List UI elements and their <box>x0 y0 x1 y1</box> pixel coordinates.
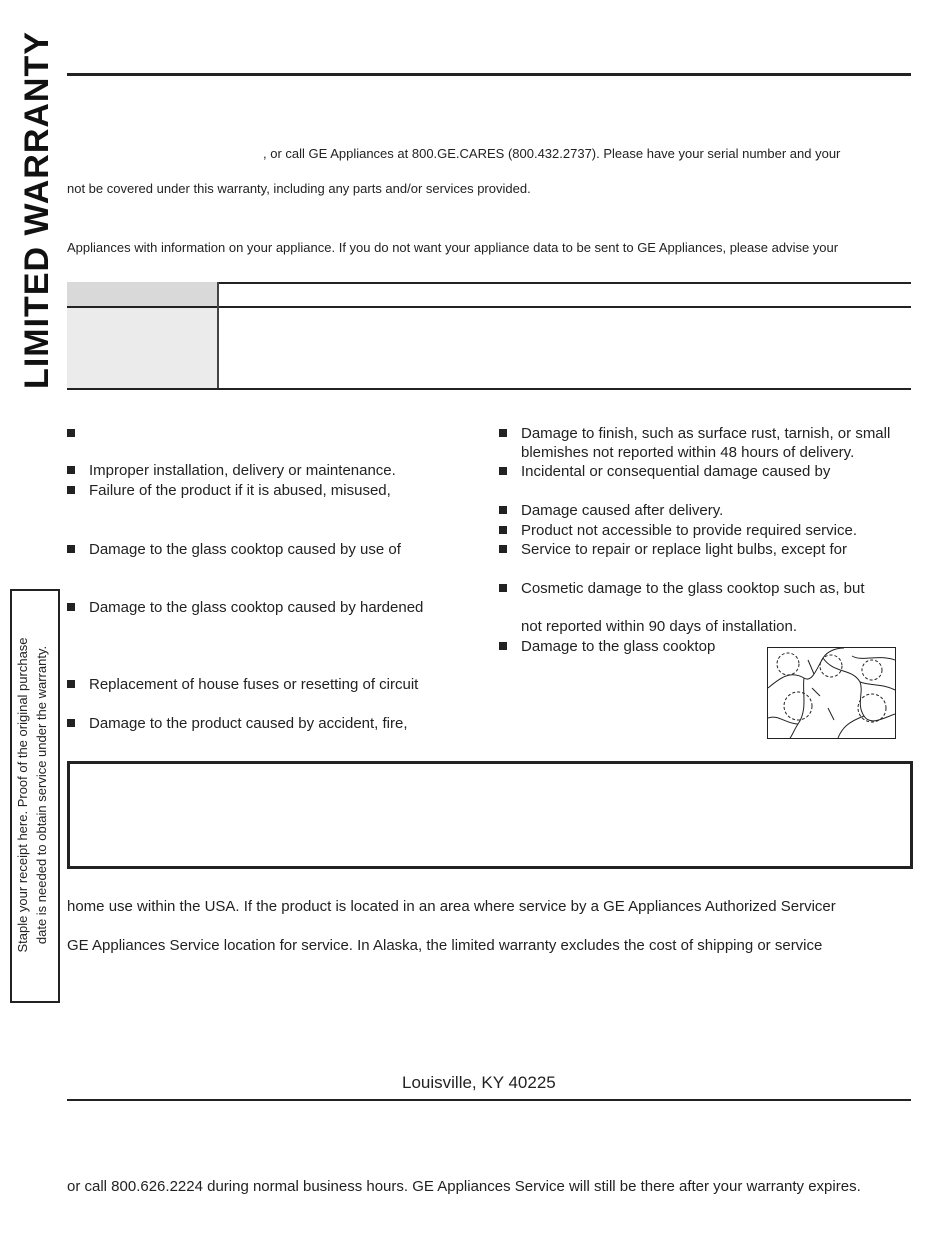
bullet-icon <box>67 429 75 437</box>
exclusion-text: Damage to the glass cooktop caused by hardened <box>89 599 424 616</box>
exclusion-item <box>499 463 830 480</box>
exclusion-item <box>499 502 723 519</box>
bullet-icon <box>67 719 75 727</box>
exclusion-item <box>67 599 423 616</box>
exclusion-item <box>499 638 715 655</box>
exclusion-item <box>67 676 418 693</box>
bullet-icon <box>499 429 507 437</box>
exclusion-item <box>67 715 408 732</box>
exclusion-text: Improper installation, delivery or maintenance. <box>89 462 396 479</box>
table-body-cell <box>67 308 217 389</box>
exclusion-continuation: blemishes not reported within 48 hours of delivery. <box>521 444 855 461</box>
exclusion-item <box>67 541 401 558</box>
exclusion-item <box>499 522 857 539</box>
intro-line-3: Appliances with information on your appliance. If you do not want your appliance data to be sent to GE Appliances, please advise your <box>67 240 839 255</box>
exclusion-text: Replacement of house fuses or resetting of circuit <box>89 676 419 693</box>
exclusion-text: Damage to the glass cooktop caused by use of <box>89 541 401 558</box>
bullet-icon <box>499 584 507 592</box>
notice-box <box>67 761 913 869</box>
table-header-cell <box>67 282 217 306</box>
exclusion-item <box>499 580 865 597</box>
top-rule <box>67 73 911 76</box>
bullet-icon <box>499 467 507 475</box>
usa-line-2: GE Appliances Service location for service. In Alaska, the limited warranty excludes the cost of shipping or service <box>67 937 823 954</box>
cracked-cooktop-illustration <box>767 647 896 739</box>
exclusion-item <box>499 425 890 442</box>
receipt-instructions <box>13 593 57 997</box>
sidebar-title: LIMITED WARRANTY <box>18 31 56 389</box>
exclusion-text: Incidental or consequential damage caused by <box>521 463 831 480</box>
bullet-icon <box>499 545 507 553</box>
bullet-icon <box>67 466 75 474</box>
bullet-icon <box>499 642 507 650</box>
usa-line-1: home use within the USA. If the product is located in an area where service by a GE Appliances Authorized Servicer <box>67 898 836 915</box>
bullet-icon <box>67 603 75 611</box>
table-bottom-border <box>67 388 911 390</box>
intro-line-1: , or call GE Appliances at 800.GE.CARES (800.432.2737). Please have your serial number and your <box>263 146 841 161</box>
exclusion-text: Damage to the product caused by accident, fire, <box>89 715 408 732</box>
bottom-rule <box>67 1099 911 1101</box>
exclusion-text: Damage caused after delivery. <box>521 502 724 519</box>
exclusion-item <box>67 462 396 479</box>
exclusion-continuation: not reported within 90 days of installation. <box>521 618 797 635</box>
bullet-icon <box>67 486 75 494</box>
cracked-glass-icon <box>768 648 895 738</box>
footer-line: or call 800.626.2224 during normal business hours. GE Appliances Service will still be there after your warranty expires. <box>67 1178 861 1195</box>
receipt-line-1: Staple your receipt here. Proof of the original purchase <box>15 637 30 953</box>
exclusion-text: Damage to finish, such as surface rust, tarnish, or small <box>521 425 891 442</box>
bullet-icon <box>67 680 75 688</box>
table-column-divider <box>217 282 219 389</box>
intro-line-2: not be covered under this warranty, including any parts and/or services provided. <box>67 181 531 196</box>
receipt-staple-box <box>10 589 60 1003</box>
exclusion-text: Failure of the product if it is abused, misused, <box>89 482 391 499</box>
exclusion-item <box>67 482 391 499</box>
receipt-line-2: date is needed to obtain service under the warranty. <box>34 645 49 945</box>
bullet-icon <box>499 526 507 534</box>
exclusion-item <box>67 425 89 442</box>
exclusion-item <box>499 541 847 558</box>
warrantor-address: Louisville, KY 40225 <box>402 1073 556 1092</box>
exclusion-text: Cosmetic damage to the glass cooktop such as, but <box>521 580 865 597</box>
bullet-icon <box>499 506 507 514</box>
bullet-icon <box>67 545 75 553</box>
exclusion-text: Product not accessible to provide required service. <box>521 522 858 539</box>
exclusion-text: Damage to the glass cooktop <box>521 638 716 655</box>
warranty-table <box>67 282 911 389</box>
exclusion-text: Service to repair or replace light bulbs, except for <box>521 541 847 558</box>
